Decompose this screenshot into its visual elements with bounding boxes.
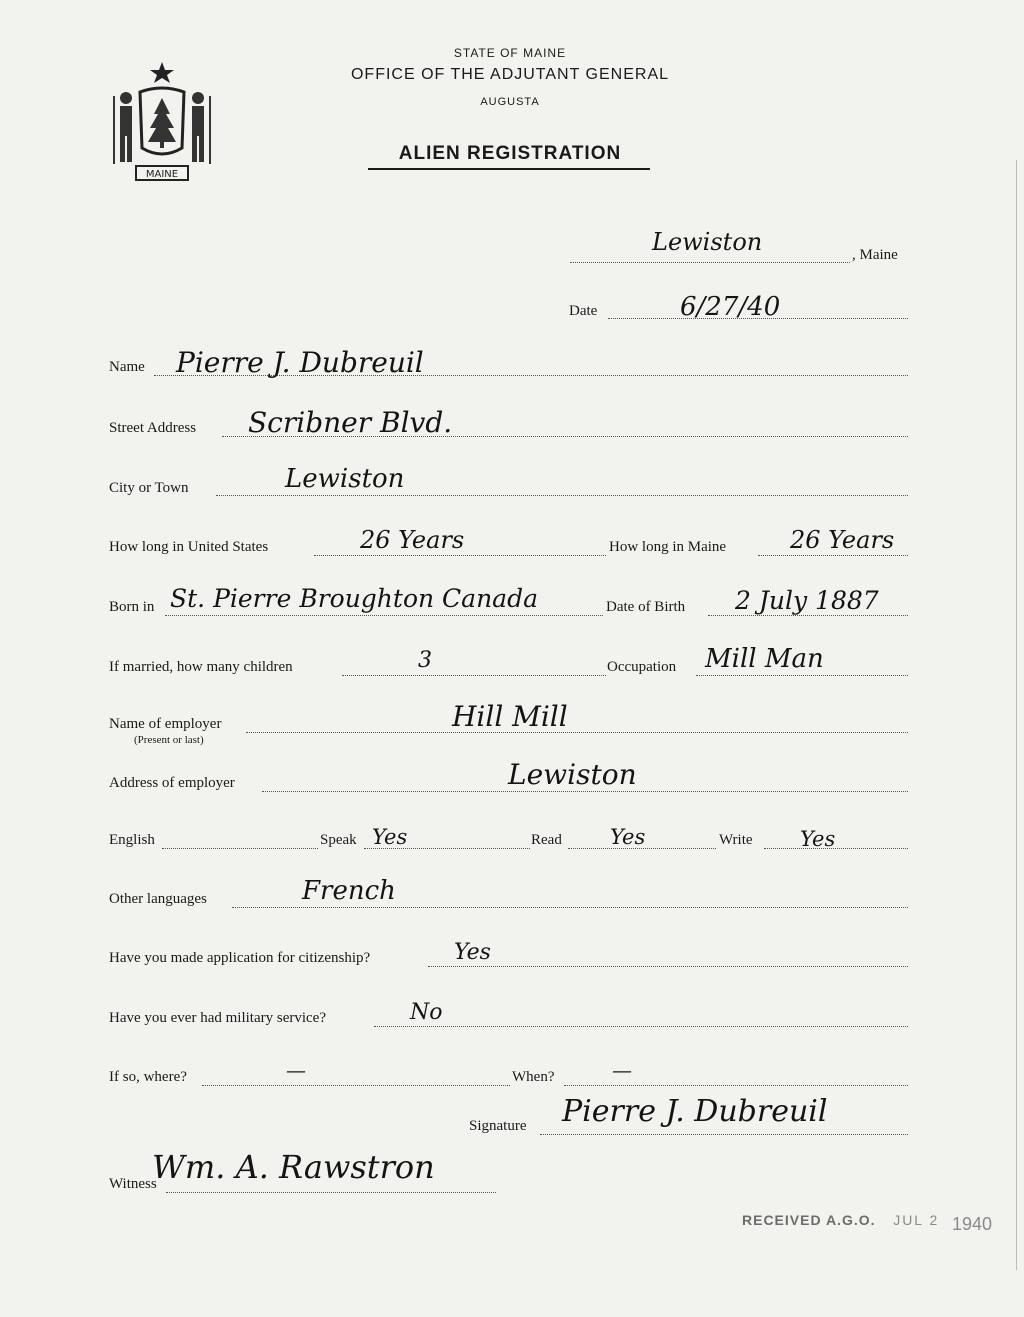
when-line xyxy=(564,1085,908,1086)
born-in-line xyxy=(165,615,603,616)
how-long-us-label: How long in United States xyxy=(109,539,269,555)
employer-address-label: Address of employer xyxy=(109,775,235,791)
city-label: City or Town xyxy=(109,480,189,496)
children-line xyxy=(342,675,606,676)
state-suffix-label: , Maine xyxy=(852,247,898,263)
employer-name-line xyxy=(246,732,908,733)
read-value: Yes xyxy=(610,825,646,849)
witness-line xyxy=(166,1192,496,1193)
if-so-where-label: If so, where? xyxy=(109,1069,187,1085)
name-label: Name xyxy=(109,359,145,375)
occupation-label: Occupation xyxy=(607,659,677,675)
other-languages-line xyxy=(232,907,908,908)
if-so-where-line xyxy=(202,1085,510,1086)
military-label: Have you ever had military service? xyxy=(109,1010,326,1026)
name-value: Pierre J. Dubreuil xyxy=(176,346,424,379)
received-stamp-year: 1940 xyxy=(952,1214,993,1234)
place-line xyxy=(570,262,850,263)
other-languages-label: Other languages xyxy=(109,891,207,907)
citizenship-value: Yes xyxy=(454,940,491,965)
read-label: Read xyxy=(531,832,562,848)
witness-value: Wm. A. Rawstron xyxy=(152,1148,435,1186)
children-label: If married, how many children xyxy=(109,659,293,675)
city-value: Lewiston xyxy=(285,464,405,494)
employer-note-label: (Present or last) xyxy=(134,734,204,746)
date-value: 6/27/40 xyxy=(680,292,781,322)
how-long-maine-value: 26 Years xyxy=(790,526,895,554)
date-label: Date xyxy=(569,303,598,319)
citizenship-line xyxy=(428,966,908,967)
occupation-value: Mill Man xyxy=(705,644,824,674)
employer-address-value: Lewiston xyxy=(508,758,637,791)
military-line xyxy=(374,1026,908,1027)
how-long-maine-line xyxy=(758,555,908,556)
signature-label: Signature xyxy=(469,1118,527,1134)
header-city: AUGUSTA xyxy=(480,96,540,108)
when-label: When? xyxy=(512,1069,555,1085)
form-title: ALIEN REGISTRATION xyxy=(398,143,622,164)
employer-name-label: Name of employer xyxy=(109,716,222,732)
speak-value: Yes xyxy=(372,825,408,849)
page-edge-line xyxy=(1016,160,1017,1270)
date-of-birth-line xyxy=(708,615,908,616)
born-in-value: St. Pierre Broughton Canada xyxy=(170,584,538,613)
street-address-label: Street Address xyxy=(109,420,197,436)
received-stamp xyxy=(742,1212,939,1228)
military-value: No xyxy=(410,1000,443,1025)
signature-line xyxy=(540,1134,908,1135)
received-stamp-text: RECEIVED A.G.O. xyxy=(742,1212,876,1228)
other-languages-value: French xyxy=(302,876,396,906)
place-value: Lewiston xyxy=(652,228,763,256)
if-so-where-value: — xyxy=(286,1058,306,1082)
employer-name-value: Hill Mill xyxy=(452,700,568,733)
how-long-us-value: 26 Years xyxy=(360,526,465,554)
signature-value: Pierre J. Dubreuil xyxy=(562,1094,828,1129)
city-line xyxy=(216,495,908,496)
occupation-line xyxy=(696,675,908,676)
speak-label: Speak xyxy=(320,832,357,848)
street-address-value: Scribner Blvd. xyxy=(248,406,453,439)
write-line xyxy=(764,848,908,849)
children-value: 3 xyxy=(418,648,432,673)
write-value: Yes xyxy=(800,827,836,851)
when-value: — xyxy=(612,1058,632,1082)
maine-state-seal-icon xyxy=(106,56,226,186)
english-line xyxy=(162,848,318,849)
seal-banner-text: MAINE xyxy=(145,169,179,180)
citizenship-label: Have you made application for citizenship? xyxy=(109,950,371,966)
received-stamp-date: JUL 2 xyxy=(893,1212,940,1228)
header-office: OFFICE OF THE ADJUTANT GENERAL xyxy=(350,66,670,83)
date-of-birth-value: 2 July 1887 xyxy=(735,586,879,615)
how-long-us-line xyxy=(314,555,606,556)
witness-label: Witness xyxy=(109,1176,157,1192)
date-of-birth-label: Date of Birth xyxy=(606,599,686,615)
header-state: STATE OF MAINE xyxy=(453,46,567,60)
english-label: English xyxy=(109,832,155,848)
born-in-label: Born in xyxy=(109,599,155,615)
how-long-maine-label: How long in Maine xyxy=(609,539,727,555)
employer-address-line xyxy=(262,791,908,792)
title-underline xyxy=(368,168,650,170)
write-label: Write xyxy=(719,832,753,848)
